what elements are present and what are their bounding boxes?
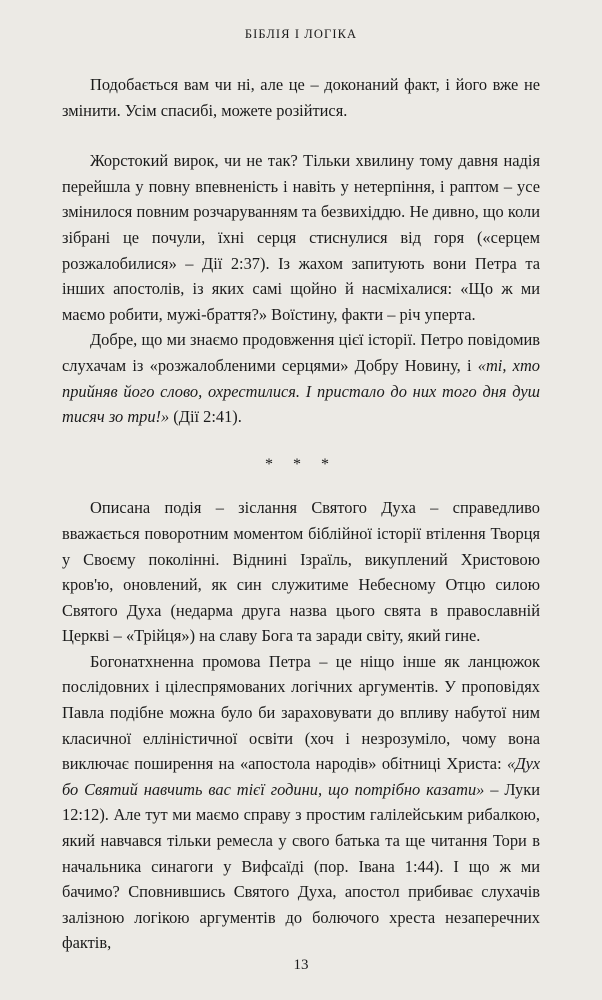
paragraph-2 [62, 148, 540, 327]
section-divider: * * * [265, 455, 337, 473]
text-run: Жорстокий вирок, чи не так? Тільки хвилину тому давня надія перейшла у повну впевненість і навіть у нетерпіння, і раптом – усе змінилося повним розчаруванням та безвихіддю. Не дивно, що коли зібрані це почули, їхні серця стиснулися від горя («серцем розжалобилися» – Дії 2:37). Із жахом запитують вони Петра та інших апостолів, із яких самі щойно й насміхалися: «Що ж ми маємо робити, мужі-браття?» Воїстину, факти – річ уперта. [62, 151, 540, 324]
text-run: Богонатхненна промова Петра – це ніщо інше як ланцюжок послідовних і цілеспрямованих логічних аргументів. У проповідях Павла подібне можна було би зараховувати до впливу набутої ним класичної елліністичної освіти (хоч і незрозуміло, чому вона виключає поширення на «апостола народів» обітниці Христа: [62, 651, 540, 774]
running-head: БІБЛІЯ І ЛОГІКА [244, 27, 358, 41]
paragraph-1 [62, 72, 540, 123]
text-run-italic: «Дух бо Святий навчить вас тієї години, що потрібно казати» [62, 754, 540, 799]
paragraph-5 [62, 649, 540, 956]
paragraph-3 [62, 327, 540, 429]
text-run: – Луки 12:12). Але тут ми маємо справу з простим галілейським рибалкою, який навчався тільки ремесла у свого батька та ще читання Тори в начальника синагоги у Вифсаїді (пор. Івана 1:44). І що ж ми бачимо? Сповнившись Святого Духа, апостол прибиває слухачів залізною логікою аргументів до болючого хреста незаперечних фактів, [62, 779, 540, 953]
text-run: Подобається вам чи ні, але це – доконаний факт, і його вже не змінити. Усім спасибі, можете розійтися. [62, 75, 540, 120]
text-run-italic: «ті, хто прийняв його слово, охрестилися. І пристало до них того дня душ тисяч зо три!» [62, 355, 540, 427]
text-run: Описана подія – зіслання Святого Духа – справедливо вважається поворотним моментом біблійної історії втілення Творця у Своєму поколінні. Віднині Ізраїль, викуплений Христовою кров'ю, оновлений, як син служитиме Небесному Отцю силою Святого Духа (недарма друга назва цього свята в православній Церкві – «Трійця») на славу Бога та заради світу, який гине. [62, 498, 540, 646]
page-body [62, 72, 540, 956]
text-run: (Дії 2:41). [169, 407, 242, 427]
paragraph-4 [62, 495, 540, 649]
text-run: Добре, що ми знаємо продовження цієї історії. Петро повідомив слухачам із «розжалобленими серцями» Добру Новину, і [62, 330, 540, 375]
page-number: 13 [293, 957, 309, 973]
